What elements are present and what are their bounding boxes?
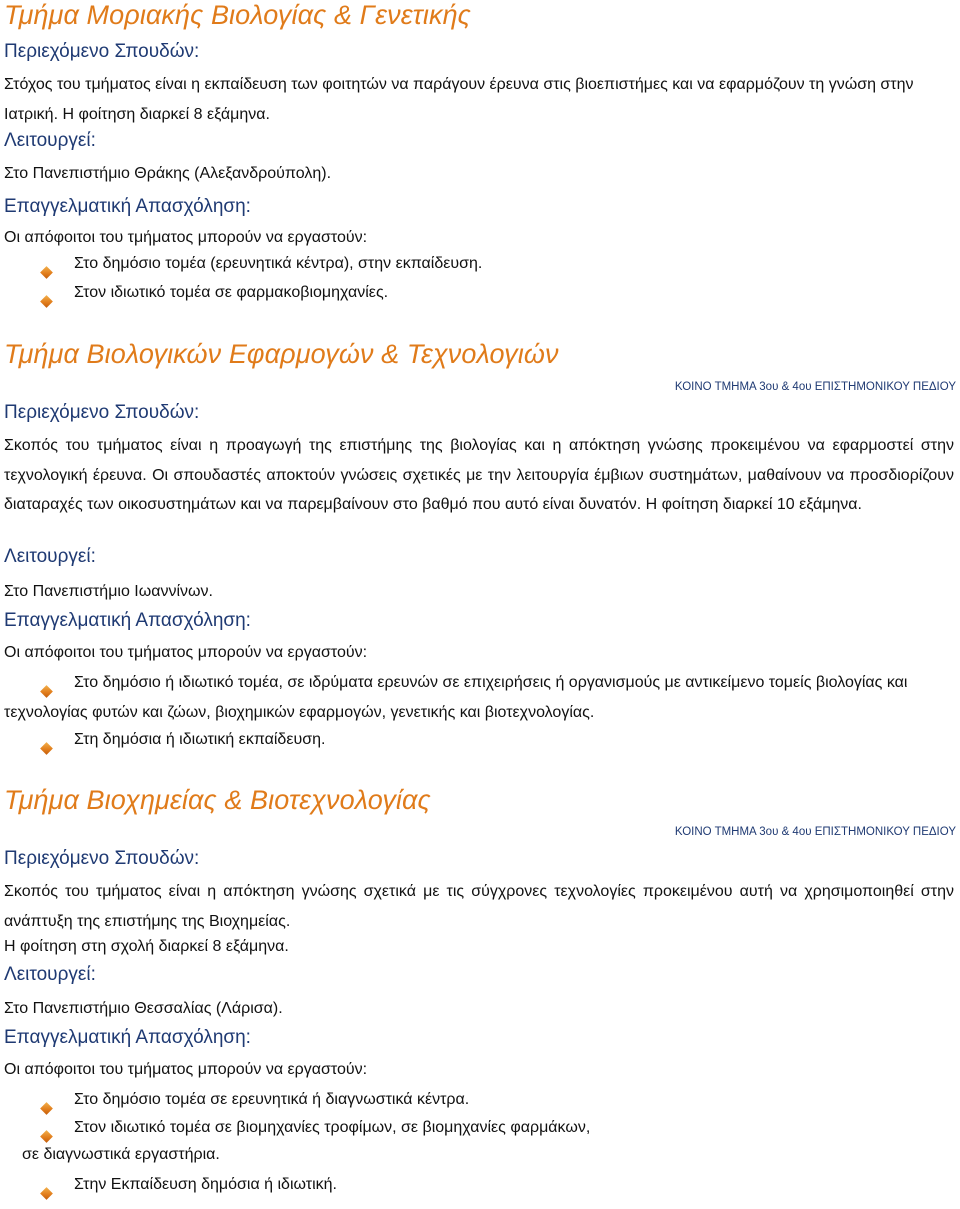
employment-heading: Επαγγελματική Απασχόληση: bbox=[4, 1027, 251, 1048]
section-title: Τμήμα Μοριακής Βιολογίας & Γενετικής bbox=[4, 0, 471, 30]
diamond-bullet-icon bbox=[40, 1187, 53, 1200]
list-item: Στον ιδιωτικό τομέα σε φαρμακοβιομηχανίες. bbox=[42, 278, 960, 308]
operates-heading: Λειτουργεί: bbox=[4, 964, 96, 985]
studies-text: Σκοπός του τμήματος είναι η απόκτηση γνώσης σχετικά με τις σύγχρονες τεχνολογίες προκειμένου αυτή να χρησιμοποιηθεί στην ανάπτυξη της επιστήμης της Βιοχημείας. bbox=[4, 883, 954, 930]
section-title: Τμήμα Βιολογικών Εφαρμογών & Τεχνολογιών bbox=[4, 339, 559, 369]
list-item: Στο δημόσιο τομέα σε ερευνητικά ή διαγνωστικά κέντρα. bbox=[42, 1085, 960, 1115]
studies-heading: Περιεχόμενο Σπουδών: bbox=[4, 848, 200, 869]
employment-intro: Οι απόφοιτοι του τμήματος μπορούν να εργαστούν: bbox=[4, 1061, 368, 1078]
employment-intro: Οι απόφοιτοι του τμήματος μπορούν να εργαστούν: bbox=[4, 229, 368, 246]
employment-intro: Οι απόφοιτοι του τμήματος μπορούν να εργαστούν: bbox=[4, 644, 368, 661]
common-department-note: ΚΟΙΝΟ ΤΜΗΜΑ 3ου & 4ου ΕΠΙΣΤΗΜΟΝΙΚΟΥ ΠΕΔΙΟΥ bbox=[674, 381, 956, 393]
list-item: Στη δημόσια ή ιδιωτική εκπαίδευση. bbox=[42, 725, 960, 755]
studies-heading: Περιεχόμενο Σπουδών: bbox=[4, 41, 200, 62]
operates-heading: Λειτουργεί: bbox=[4, 546, 96, 567]
diamond-bullet-icon bbox=[40, 295, 53, 308]
common-department-note: ΚΟΙΝΟ ΤΜΗΜΑ 3ου & 4ου ΕΠΙΣΤΗΜΟΝΙΚΟΥ ΠΕΔΙΟΥ bbox=[674, 826, 956, 838]
studies-heading: Περιεχόμενο Σπουδών: bbox=[4, 402, 200, 423]
studies-text-duration: Η φοίτηση στη σχολή διαρκεί 8 εξάμηνα. bbox=[4, 938, 289, 955]
list-item: Στο δημόσιο ή ιδιωτικό τομέα, σε ιδρύματα ερευνών σε επιχειρήσεις ή οργανισμούς με αντικείμενο τομείς βιολογίας και τεχνολογίας φυτών και ζώων, βιοχημικών εφαρμογών, γενετικής και βιοτεχνολογίας. bbox=[4, 674, 908, 721]
list-item: Στο δημόσιο τομέα (ερευνητικά κέντρα), στην εκπαίδευση. bbox=[42, 249, 960, 279]
employment-heading: Επαγγελματική Απασχόληση: bbox=[4, 196, 251, 217]
list-item-continuation: σε διαγνωστικά εργαστήρια. bbox=[22, 1146, 220, 1163]
diamond-bullet-icon bbox=[40, 1130, 53, 1143]
list-item: Στον ιδιωτικό τομέα σε βιομηχανίες τροφίμων, σε βιομηχανίες φαρμάκων, bbox=[42, 1113, 960, 1143]
operates-text: Στο Πανεπιστήμιο Θεσσαλίας (Λάρισα). bbox=[4, 1000, 283, 1017]
studies-text: Σκοπός του τμήματος είναι η προαγωγή της επιστήμης της βιολογίας και η απόκτηση γνώσης προκειμένου να εφαρμοστεί στην τεχνολογική έρευνα. Οι σπουδαστές αποκτούν γνώσεις σχετικές με την λειτουργία έμβιων συστημάτων, μαθαίνουν να προσδιορίζουν διαταραχές των οικοσυστημάτων και να παρεμβαίνουν στο βαθμό που αυτό είναι δυνατόν. Η φοίτηση διαρκεί 10 εξάμηνα. bbox=[4, 437, 954, 513]
operates-heading: Λειτουργεί: bbox=[4, 130, 96, 151]
diamond-bullet-icon bbox=[40, 685, 53, 698]
list-item: Στην Εκπαίδευση δημόσια ή ιδιωτική. bbox=[42, 1170, 960, 1200]
diamond-bullet-icon bbox=[40, 742, 53, 755]
operates-text: Στο Πανεπιστήμιο Ιωαννίνων. bbox=[4, 583, 213, 600]
studies-text: Στόχος του τμήματος είναι η εκπαίδευση των φοιτητών να παράγουν έρευνα στις βιοεπιστήμες και να εφαρμόζουν τη γνώση στην Ιατρική. Η φοίτηση διαρκεί 8 εξάμηνα. bbox=[4, 76, 914, 123]
employment-heading: Επαγγελματική Απασχόληση: bbox=[4, 610, 251, 631]
operates-text: Στο Πανεπιστήμιο Θράκης (Αλεξανδρούπολη). bbox=[4, 165, 332, 182]
section-title: Τμήμα Βιοχημείας & Βιοτεχνολογίας bbox=[4, 785, 431, 815]
